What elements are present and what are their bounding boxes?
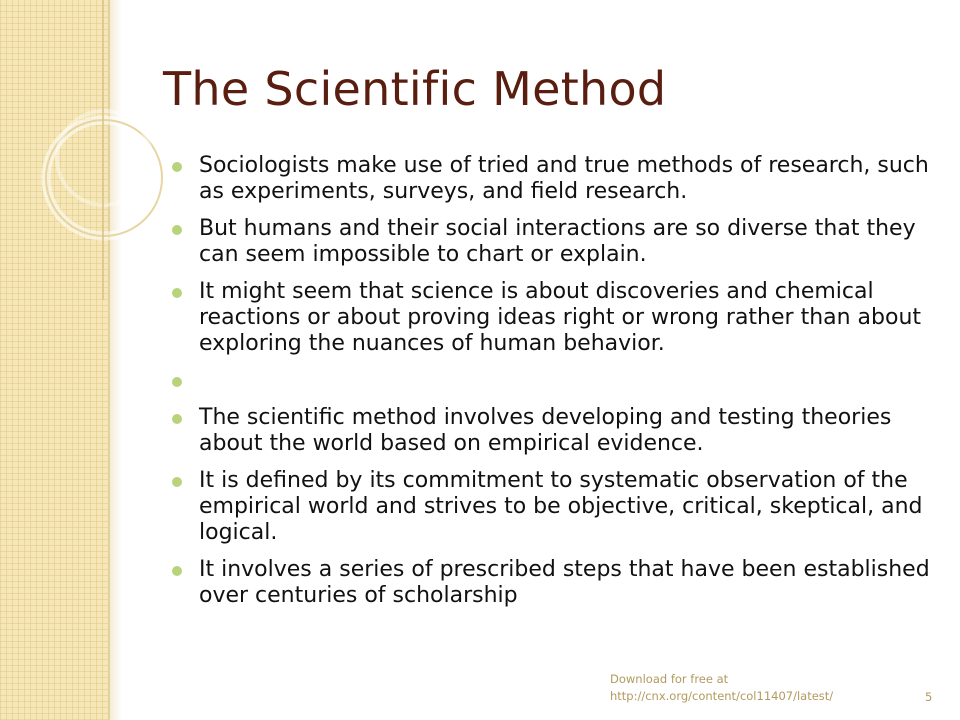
bullet-item [172,557,932,609]
footer-link[interactable]: http://cnx.org/content/col11407/latest/ [610,689,834,703]
bullet-item [172,153,932,205]
bullet-item [172,279,932,357]
footer-line-1: Download for free at [610,672,729,686]
bullet-item [172,216,932,268]
slide-title: The Scientific Method [163,62,667,116]
bullet-text: The scientific method involves developing and testing theories about the world based on empirical evidence. [199,405,892,456]
bullet-text: It involves a series of prescribed steps that have been established over centuries of scholarship [199,557,930,608]
page-number: 5 [925,690,933,704]
small-ring-decoration [57,111,151,205]
bullet-icon [172,477,182,487]
bullet-item-empty [172,368,932,394]
bullet-icon [172,288,182,298]
bullet-text: Sociologists make use of tried and true methods of research, such as experiments, surveys, and field research. [199,153,929,204]
decorative-circles [0,0,180,300]
bullet-text: But humans and their social interactions are so diverse that they can seem impossible to chart or explain. [199,216,916,267]
bullet-item [172,468,932,546]
bullet-text: It is defined by its commitment to systematic observation of the empirical world and strives to be objective, critical, skeptical, and logical. [199,468,923,545]
bullet-icon [172,377,182,387]
bullet-list [172,153,932,620]
bullet-icon [172,414,182,424]
bullet-item [172,405,932,457]
footer-attribution [610,671,833,705]
bullet-icon [172,162,182,172]
bullet-icon [172,566,182,576]
bullet-text: It might seem that science is about discoveries and chemical reactions or about proving ideas right or wrong rather than about exploring the nuances of human behavior. [199,279,922,356]
bullet-icon [172,225,182,235]
